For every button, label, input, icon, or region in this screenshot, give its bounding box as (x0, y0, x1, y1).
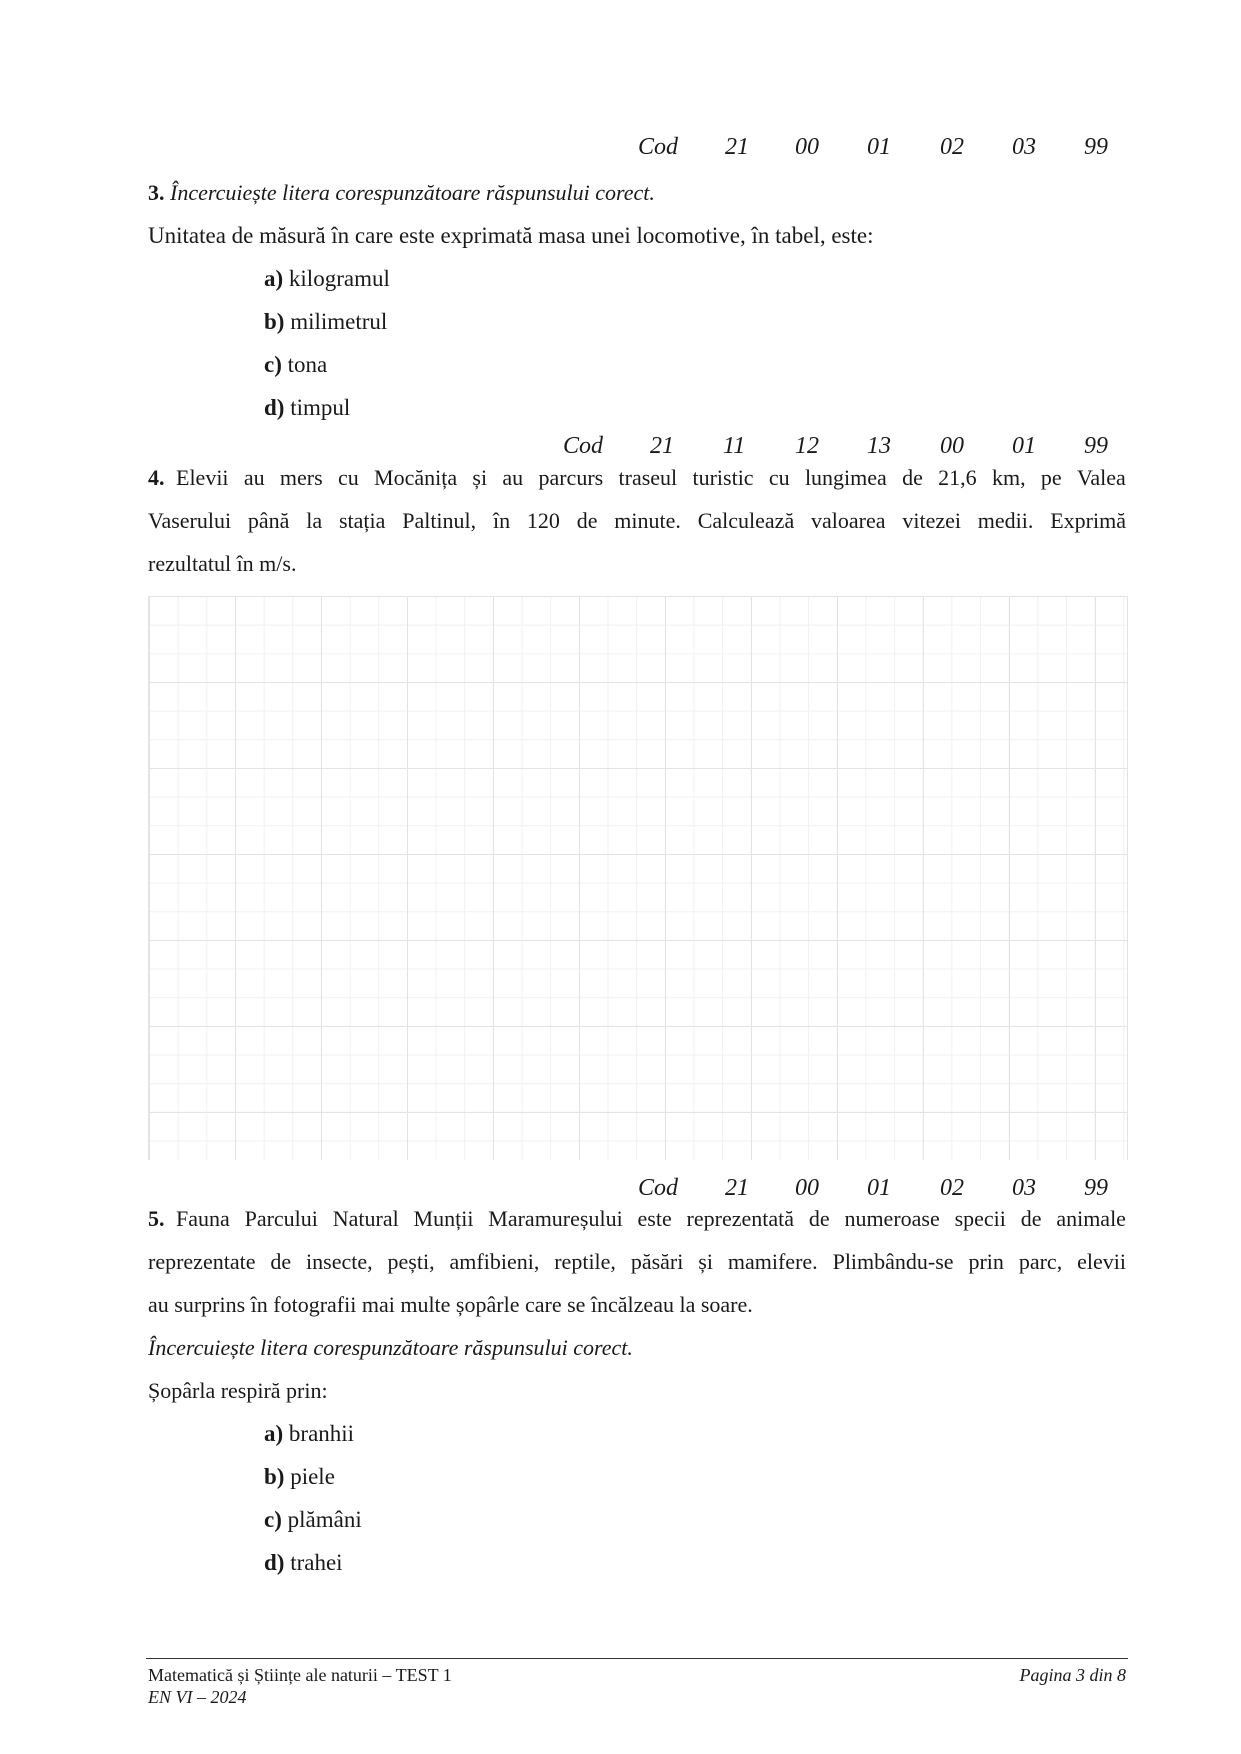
word: de (902, 465, 923, 490)
footer-divider (146, 1658, 1128, 1659)
word: traseul (618, 465, 678, 490)
word: 4. Elevii (148, 465, 229, 490)
q3-option-b[interactable]: b) milimetrul (264, 309, 388, 334)
q5-question: Șopârla respiră prin: (148, 1378, 328, 1403)
q5-text-line-2 (148, 1247, 1126, 1277)
word: de (270, 1249, 292, 1274)
q5-option-a[interactable]: a) branhii (264, 1421, 355, 1446)
word: km, (991, 465, 1026, 490)
word: Mocănița (374, 465, 458, 490)
q3-number: 3. (148, 180, 165, 205)
code-value: 01 (867, 134, 891, 160)
word: au (502, 465, 524, 490)
word: Munții (413, 1206, 474, 1231)
q3-option-c[interactable]: c) tona (264, 352, 328, 377)
code-value: 01 (1012, 433, 1036, 459)
footer-exam: EN VI – 2024 (148, 1687, 247, 1707)
word: mers (279, 465, 323, 490)
code-value: 99 (1084, 433, 1108, 459)
word: 120 (526, 508, 560, 533)
q4-text-line-2 (148, 506, 1126, 536)
q3-option-d[interactable]: d) timpul (264, 395, 351, 420)
q3-instruction-line (148, 178, 655, 208)
q5-option-b[interactable]: b) piele (264, 1464, 335, 1489)
word: Paltinul, (402, 508, 477, 533)
footer-subject: Matematică și Științe ale naturii – TEST 1 (148, 1665, 452, 1685)
code-value: 03 (1012, 1175, 1036, 1201)
word: de (1020, 1206, 1042, 1231)
word: cu (768, 465, 790, 490)
q5-option-d[interactable]: d) trahei (264, 1550, 343, 1575)
answer-grid[interactable] (148, 596, 1128, 1160)
word: 21,6 (938, 465, 977, 490)
word: Exprimă (1050, 508, 1126, 533)
word: au (243, 465, 265, 490)
q3-question: Unitatea de măsură în care este exprimată masa unei locomotive, în tabel, este: (148, 223, 874, 248)
question-number: 4. (148, 465, 165, 490)
code-value: 03 (1012, 134, 1036, 160)
word: animale (1056, 1206, 1126, 1231)
word: medii. (977, 508, 1034, 533)
word: cu (337, 465, 359, 490)
word: reprezentată (686, 1206, 795, 1231)
word: insecte, (306, 1249, 373, 1274)
q4-text-line-1 (148, 463, 1126, 493)
word: Calculează (697, 508, 795, 533)
word: Vaserului (148, 508, 232, 533)
word: de (808, 1206, 830, 1231)
word: și (698, 1249, 713, 1274)
word: în (492, 508, 511, 533)
footer-page-number: Pagina 3 din 8 (1019, 1665, 1126, 1685)
q5-option-c[interactable]: c) plămâni (264, 1507, 362, 1532)
q5-text-line-1 (148, 1204, 1126, 1234)
word: 5. Fauna (148, 1206, 230, 1231)
word: până (247, 508, 290, 533)
word: parc, (1018, 1249, 1063, 1274)
word: lungimea (804, 465, 887, 490)
code-row-q5 (0, 1175, 1241, 1205)
word: parcurs (538, 465, 604, 490)
code-value: 02 (940, 1175, 964, 1201)
word: mamifere. (727, 1249, 818, 1274)
code-value: 21 (650, 433, 674, 459)
code-label: Cod (638, 134, 679, 160)
code-value: 11 (723, 433, 746, 459)
word: și (472, 465, 488, 490)
code-value: 21 (725, 1175, 749, 1201)
question-number: 5. (148, 1206, 165, 1231)
q3-option-a[interactable]: a) kilogramul (264, 266, 390, 291)
word: Plimbându-se (832, 1249, 954, 1274)
code-value: 13 (867, 433, 891, 459)
q5-text-line-3: au surprins în fotografii mai multe șopârle care se încălzeau la soare. (148, 1292, 753, 1317)
word: elevii (1077, 1249, 1126, 1274)
q4-text-line-3: rezultatul în m/s. (148, 551, 297, 576)
word: specii (954, 1206, 1006, 1231)
word: turistic (692, 465, 754, 490)
code-row-q3 (0, 134, 1241, 164)
q5-instruction: Încercuiește litera corespunzătoare răspunsului corect. (148, 1335, 633, 1360)
word: Natural (332, 1206, 399, 1231)
word: amfibieni, (449, 1249, 540, 1274)
word: Parcului (244, 1206, 318, 1231)
word: pești, (387, 1249, 435, 1274)
code-value: 99 (1084, 1175, 1108, 1201)
code-label: Cod (638, 1175, 679, 1201)
code-value: 01 (867, 1175, 891, 1201)
code-value: 00 (795, 134, 819, 160)
word: Maramureșului (488, 1206, 623, 1231)
word: Valea (1076, 465, 1126, 490)
word: reprezentate (148, 1249, 256, 1274)
code-value: 99 (1084, 134, 1108, 160)
word: prin (968, 1249, 1004, 1274)
code-value: 21 (725, 134, 749, 160)
word: vitezei (902, 508, 961, 533)
q3-instruction: Încercuiește litera corespunzătoare răspunsului corect. (170, 180, 655, 205)
word: valoarea (811, 508, 886, 533)
code-value: 00 (940, 433, 964, 459)
code-value: 00 (795, 1175, 819, 1201)
word: este (637, 1206, 672, 1231)
code-label: Cod (563, 433, 604, 459)
code-value: 02 (940, 134, 964, 160)
word: pe (1040, 465, 1062, 490)
word: reptile, (554, 1249, 616, 1274)
word: minute. (614, 508, 681, 533)
word: la (306, 508, 323, 533)
code-row-q4 (0, 433, 1241, 463)
word: stația (338, 508, 386, 533)
word: de (576, 508, 598, 533)
word: păsări (630, 1249, 684, 1274)
code-value: 12 (795, 433, 819, 459)
footer-left (148, 1664, 452, 1708)
word: numeroase (844, 1206, 940, 1231)
